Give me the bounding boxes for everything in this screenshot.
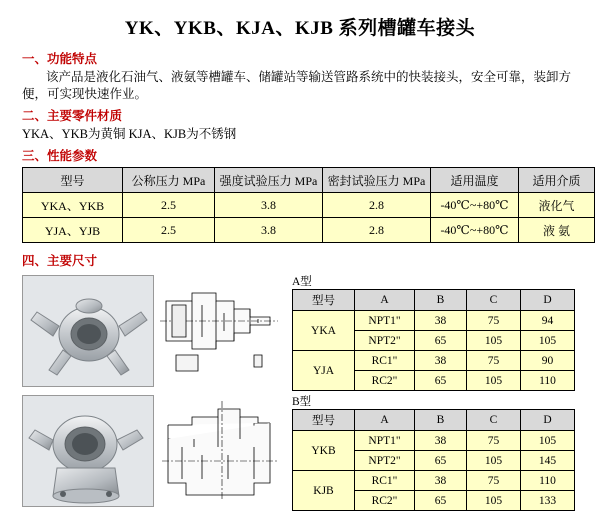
dim-b-cell: 145 (521, 451, 575, 471)
spec-cell: -40℃~+80℃ (431, 218, 519, 243)
product-photo-b (22, 395, 154, 507)
dim-b-model-cell: KJB (293, 471, 355, 511)
table-row (293, 471, 575, 491)
dim-b-cell: RC2" (355, 491, 415, 511)
dim-a-header-cell: D (521, 290, 575, 311)
dim-b-cell: 38 (415, 431, 467, 451)
table-row (293, 311, 575, 331)
spec-cell: 2.8 (323, 193, 431, 218)
dim-b-cell: 65 (415, 451, 467, 471)
table-header-row (23, 168, 595, 193)
dim-a-model-cell: YKA (293, 311, 355, 351)
dim-a-cell: 105 (521, 331, 575, 351)
dim-a-header-cell: 型号 (293, 290, 355, 311)
spec-cell: 2.5 (123, 193, 215, 218)
dim-b-cell: 38 (415, 471, 467, 491)
spec-header-cell: 适用介质 (519, 168, 595, 193)
dim-b-header-cell: D (521, 410, 575, 431)
spec-header-cell: 公称压力 MPa (123, 168, 215, 193)
dim-a-cell: 38 (415, 351, 467, 371)
spec-cell: YKA、YKB (23, 193, 123, 218)
spec-cell: 2.5 (123, 218, 215, 243)
dim-b-cell: NPT1" (355, 431, 415, 451)
dim-b-cell: 105 (521, 431, 575, 451)
table-header-row (293, 290, 575, 311)
features-paragraph: 该产品是液化石油气、液氨等槽罐车、储罐站等输送管路系统中的快装接头，安全可靠，装卸方便，可实现快速作业。 (22, 70, 572, 101)
table-row (23, 193, 595, 218)
spec-cell: 2.8 (323, 218, 431, 243)
spec-cell: 3.8 (215, 218, 323, 243)
dim-b-cell: 75 (467, 431, 521, 451)
dim-a-cell: NPT2" (355, 331, 415, 351)
dim-a-cell: 75 (467, 311, 521, 331)
dimension-table-b (292, 409, 575, 511)
product-photo-a (22, 275, 154, 387)
dim-a-cell: 65 (415, 331, 467, 351)
dim-b-header-cell: C (467, 410, 521, 431)
dim-a-header-cell: B (415, 290, 467, 311)
dim-b-cell: 65 (415, 491, 467, 511)
dim-b-cell: 105 (467, 491, 521, 511)
dim-a-model-cell: YJA (293, 351, 355, 391)
spec-cell: 3.8 (215, 193, 323, 218)
dim-a-cell: 105 (467, 331, 521, 351)
dim-a-cell: 94 (521, 311, 575, 331)
dimension-table-a (292, 289, 575, 391)
dim-a-header-cell: A (355, 290, 415, 311)
dim-b-cell: 133 (521, 491, 575, 511)
section-heading-material: 二、主要零件材质 (22, 109, 123, 123)
spec-cell: 液化气 (519, 193, 595, 218)
section-heading-dims: 四、主要尺寸 (22, 254, 98, 268)
dim-b-header-cell: B (415, 410, 467, 431)
dim-b-cell: 110 (521, 471, 575, 491)
dim-b-header-cell: A (355, 410, 415, 431)
dim-a-cell: RC2" (355, 371, 415, 391)
dim-a-cell: 65 (415, 371, 467, 391)
dim-b-cell: NPT2" (355, 451, 415, 471)
spec-table (22, 167, 595, 243)
spec-header-cell: 强度试验压力 MPa (215, 168, 323, 193)
table-row (23, 218, 595, 243)
dim-b-header-cell: 型号 (293, 410, 355, 431)
dim-a-cell: 105 (467, 371, 521, 391)
dimensions-section (0, 273, 600, 523)
spec-cell: -40℃~+80℃ (431, 193, 519, 218)
type-b-label: B型 (292, 396, 312, 408)
dim-b-cell: 75 (467, 471, 521, 491)
spec-cell: YJA、YJB (23, 218, 123, 243)
dim-a-cell: 110 (521, 371, 575, 391)
dim-a-header-cell: C (467, 290, 521, 311)
section-heading-features: 一、功能特点 (22, 52, 98, 66)
material-paragraph: YKA、YKB为黄铜 KJA、KJB为不锈钢 (22, 127, 237, 141)
dim-a-cell: 90 (521, 351, 575, 371)
dim-b-cell: RC1" (355, 471, 415, 491)
technical-drawing-b (158, 395, 286, 505)
spec-header-cell: 适用温度 (431, 168, 519, 193)
technical-drawing-a (158, 275, 286, 385)
page-title: YK、YKB、KJA、KJB 系列槽罐车接头 (124, 18, 476, 39)
section-heading-spec: 三、性能参数 (22, 149, 98, 163)
dim-b-cell: 105 (467, 451, 521, 471)
spec-cell: 液 氨 (519, 218, 595, 243)
spec-header-cell: 密封试验压力 MPa (323, 168, 431, 193)
dim-a-cell: RC1" (355, 351, 415, 371)
spec-table-wrapper (22, 167, 581, 243)
type-a-label: A型 (292, 276, 312, 288)
dim-a-cell: 75 (467, 351, 521, 371)
spec-header-cell: 型号 (23, 168, 123, 193)
table-row (293, 351, 575, 371)
dim-a-cell: 38 (415, 311, 467, 331)
table-row (293, 431, 575, 451)
table-header-row (293, 410, 575, 431)
dim-a-cell: NPT1" (355, 311, 415, 331)
dim-b-model-cell: YKB (293, 431, 355, 471)
